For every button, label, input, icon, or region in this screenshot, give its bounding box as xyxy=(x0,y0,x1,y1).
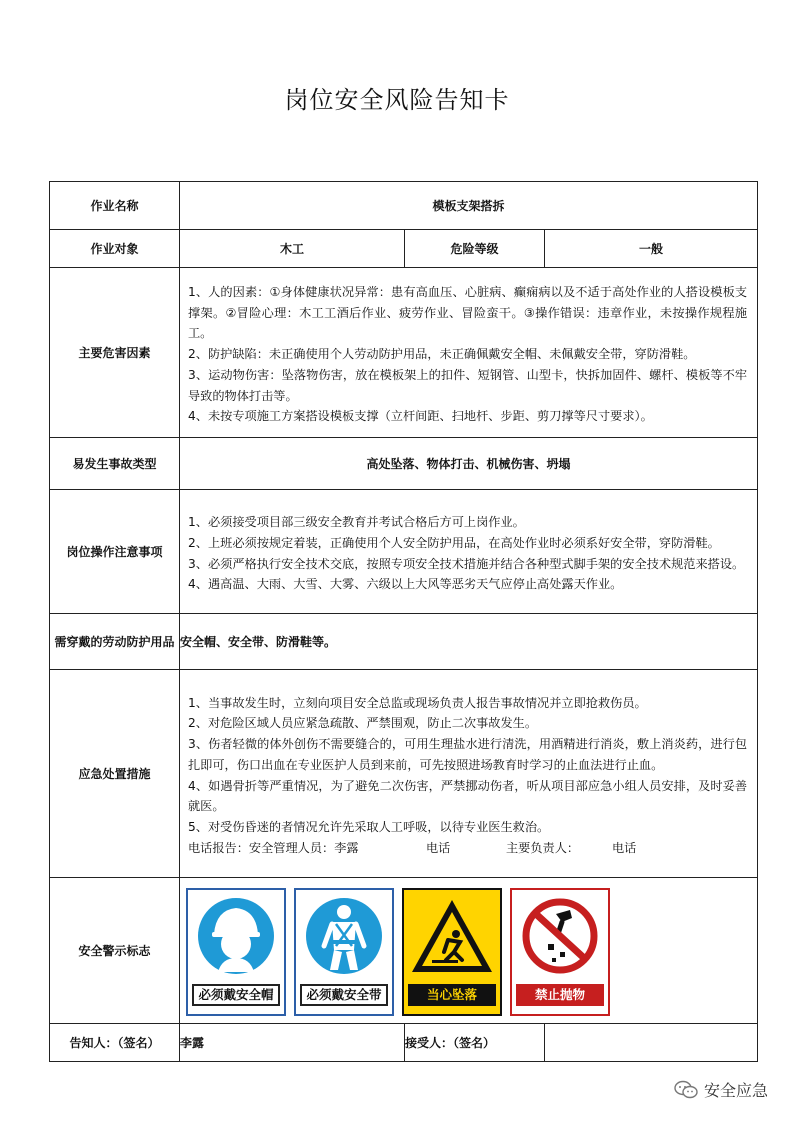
job-target-row xyxy=(50,230,758,268)
safety-signs xyxy=(180,880,757,1022)
ppe-label: 需穿戴的劳动防护用品 xyxy=(50,614,180,670)
phone-2-label: 电话 xyxy=(612,840,637,855)
precautions-label: 岗位操作注意事项 xyxy=(50,490,180,614)
hazard-item: 1、人的因素：①身体健康状况异常：患有高血压、心脏病、癫痫病以及不适于高处作业的人搭设模板支撑架。②冒险心理：木工工酒后作业、疲劳作业、冒险蛮干。③操作错误：违章作业，未按操作规程施工。 xyxy=(188,285,748,341)
job-name-row xyxy=(50,182,758,230)
precaution-item: 4、遇高温、大雨、大雪、大雾、六级以上大风等恶劣天气应停止高处露天作业。 xyxy=(188,577,623,592)
signature-row xyxy=(50,1024,758,1062)
helmet-icon xyxy=(188,890,284,986)
ppe-value: 安全帽、安全带、防滑鞋等。 xyxy=(180,614,758,670)
hazard-item: 4、未按专项施工方案搭设模板支撑（立杆间距、扫地杆、步距、剪刀撑等尺寸要求）。 xyxy=(188,409,653,424)
risk-notice-table xyxy=(49,181,758,1062)
sign-caption: 必须戴安全帽 xyxy=(192,984,280,1006)
emergency-label: 应急处置措施 xyxy=(50,670,180,878)
sign-fall xyxy=(402,888,502,1016)
no-throwing-icon xyxy=(512,890,608,986)
job-name-label: 作业名称 xyxy=(50,182,180,230)
emergency-item: 2、对危险区域人员应紧急疏散、严禁围观，防止二次事故发生。 xyxy=(188,716,538,731)
accident-types-row xyxy=(50,438,758,490)
precaution-item: 3、必须严格执行安全技术交底，按照专项安全技术措施并结合各种型式脚手架的安全技术规范来搭设。 xyxy=(188,556,745,571)
accident-types-value: 高处坠落、物体打击、机械伤害、坍塌 xyxy=(180,438,758,490)
sign-no-throwing xyxy=(510,888,610,1016)
hazards-row xyxy=(50,268,758,438)
receiver-value xyxy=(545,1024,758,1062)
hazard-item: 2、防护缺陷：未正确使用个人劳动防护用品，未正确佩戴安全帽、未佩戴安全带，穿防滑鞋。 xyxy=(188,347,696,362)
hazard-item: 3、运动物伤害：坠落物伤害，放在模板架上的扣件、短钢管、山型卡，快拆加固件、螺杆、模板等不牢导致的物体打击等。 xyxy=(188,367,748,403)
accident-types-label: 易发生事故类型 xyxy=(50,438,180,490)
precautions-list xyxy=(180,506,757,597)
risk-level-value: 一般 xyxy=(545,230,758,268)
emergency-list xyxy=(180,687,757,861)
precaution-item: 2、上班必须按规定着装，正确使用个人安全防护用品，在高处作业时必须系好安全带，穿防滑鞋。 xyxy=(188,535,720,550)
precaution-item: 1、必须接受项目部三级安全教育并考试合格后方可上岗作业。 xyxy=(188,515,525,530)
emergency-item: 5、对受伤昏迷的者情况允许先采取人工呼吸，以待专业医生救治。 xyxy=(188,819,550,834)
hazards-list xyxy=(180,276,757,429)
manager-label: 主要负责人： xyxy=(506,840,580,855)
risk-level-label: 危险等级 xyxy=(405,230,545,268)
sign-caption: 必须戴安全带 xyxy=(300,984,388,1006)
sign-helmet xyxy=(186,888,286,1016)
notifier-value: 李露 xyxy=(180,1024,405,1062)
precautions-row xyxy=(50,490,758,614)
harness-icon xyxy=(296,890,392,986)
job-target-label: 作业对象 xyxy=(50,230,180,268)
notifier-label: 告知人：（签名） xyxy=(50,1024,180,1062)
phone-report-line xyxy=(188,838,747,859)
phone-1-label: 电话 xyxy=(426,840,451,855)
page-title: 岗位安全风险告知卡 xyxy=(284,86,510,114)
footer-brand xyxy=(674,1078,768,1101)
emergency-item: 4、如遇骨折等严重情况，为了避免二次伤害，严禁挪动伤者，听从项目部应急小组人员安排，及时妥善就医。 xyxy=(188,778,748,814)
wechat-icon xyxy=(674,1080,698,1100)
phone-report-label: 电话报告：安全管理人员：李露 xyxy=(188,840,359,855)
sign-caption: 禁止抛物 xyxy=(516,984,604,1006)
emergency-item: 3、伤者轻微的体外创伤不需要缝合的，可用生理盐水进行清洗，用酒精进行消炎，敷上消炎药，进行包扎即可，伤口出血在专业医护人员到来前，可先按照进场教育时学习的止血法进行止血。 xyxy=(188,737,748,772)
ppe-row xyxy=(50,614,758,670)
sign-caption: 当心坠落 xyxy=(408,984,496,1006)
emergency-row xyxy=(50,670,758,878)
fall-warning-icon xyxy=(404,890,500,986)
hazards-label: 主要危害因素 xyxy=(50,268,180,438)
job-target-value: 木工 xyxy=(180,230,405,268)
footer-brand-text: 安全应急 xyxy=(703,1081,768,1100)
signs-label: 安全警示标志 xyxy=(50,878,180,1024)
sign-harness xyxy=(294,888,394,1016)
emergency-item: 1、当事故发生时，立刻向项目安全总监或现场负责人报告事故情况并立即抢救伤员。 xyxy=(188,695,647,710)
receiver-label: 接受人：（签名） xyxy=(405,1024,545,1062)
job-name-value: 模板支架搭拆 xyxy=(180,182,758,230)
signs-row xyxy=(50,878,758,1024)
